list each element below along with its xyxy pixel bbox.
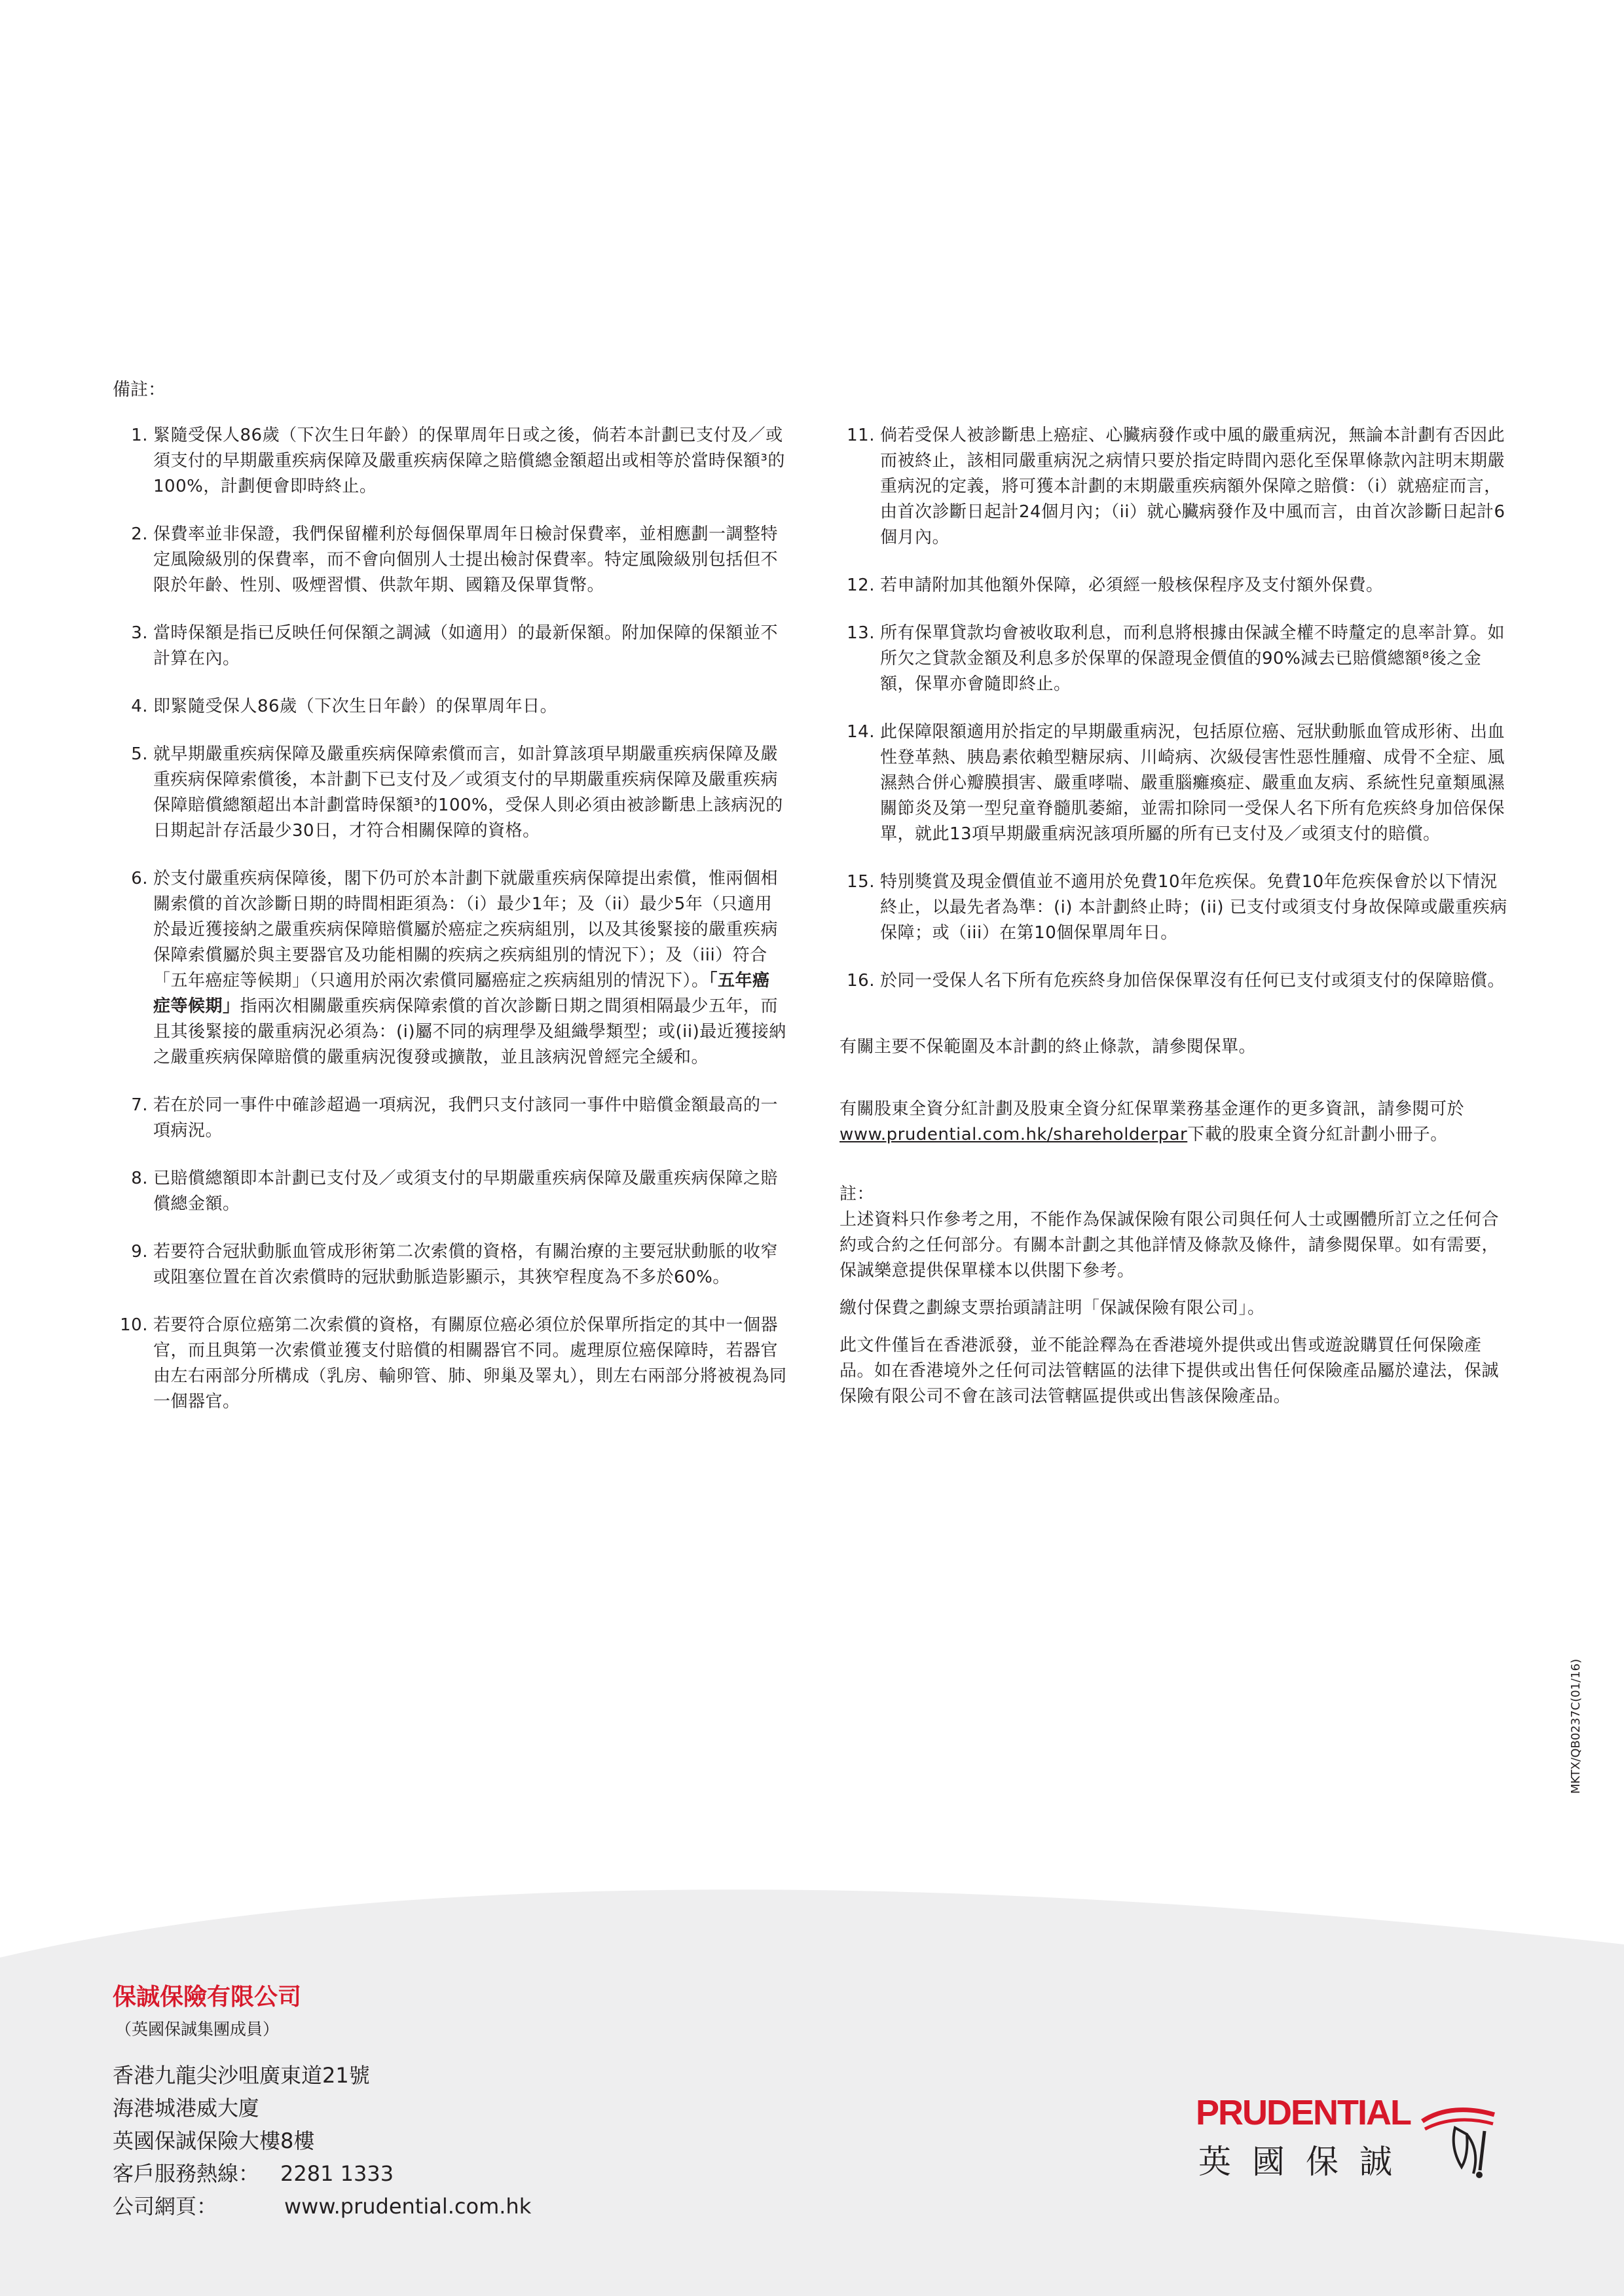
distribution-paragraph: 此文件僅旨在香港派發，並不能詮釋為在香港境外提供或出售或遊說購買任何保險產品。如在香港境外之任何司法管轄區的法律下提供或出售任何保險產品屬於違法，保誠保險有限公司不會在該司法管轄區提供或出售該保險產品。 bbox=[840, 1336, 1500, 1406]
notes-right-column bbox=[840, 423, 1514, 1432]
note-14 bbox=[840, 720, 1514, 847]
logo-chinese-name: 英國保誠 bbox=[1198, 2143, 1413, 2181]
hotline-value: 2281 1333 bbox=[280, 2161, 394, 2186]
note-number: 6. bbox=[131, 869, 148, 888]
footer-background bbox=[0, 1886, 1624, 2296]
note-10 bbox=[113, 1313, 787, 1415]
note-text: 當時保額是指已反映任何保額之調減（如適用）的最新保額。附加保障的保額並不計算在內。 bbox=[153, 623, 779, 668]
remark-label: 註： bbox=[840, 1184, 875, 1204]
note-number: 8. bbox=[131, 1169, 148, 1188]
note-7 bbox=[113, 1093, 787, 1144]
note-number: 14. bbox=[847, 722, 875, 742]
note-number: 5. bbox=[131, 744, 148, 764]
note-number: 10. bbox=[120, 1315, 148, 1335]
prudence-figure-icon bbox=[1416, 2088, 1507, 2180]
note-6 bbox=[113, 866, 787, 1070]
note-text: 即緊隨受保人86歲（下次生日年齡）的保單周年日。 bbox=[153, 697, 558, 716]
address-line-2: 海港城港威大廈 bbox=[113, 2096, 260, 2121]
note-text: 所有保單貸款均會被收取利息，而利息將根據由保誠全權不時釐定的息率計算。如所欠之貸款金額及利息多於保單的保證現金價值的90%減去已賠償總額⁸後之金額，保單亦會隨即終止。 bbox=[880, 623, 1505, 694]
note-number: 9. bbox=[131, 1242, 148, 1262]
prudential-logo bbox=[1196, 2092, 1510, 2184]
note-text-continued: 指兩次相關嚴重疾病保障索償的首次診斷日期之間須相隔最少五年，而且其後緊接的嚴重病況必須為：(i)屬不同的病理學及組織學類型；或(ii)最近獲接納之嚴重疾病保障賠償的嚴重病況復發或擴散，並且該病況曾經完全緩和。 bbox=[153, 996, 786, 1067]
note-text: 保費率並非保證，我們保留權利於每個保單周年日檢討保費率，並相應劃一調整特定風險級別的保費率，而不會向個別人士提出檢討保費率。特定風險級別包括但不限於年齡、性別、吸煙習慣、供款年期、國籍及保單貨幣。 bbox=[153, 524, 779, 595]
cheque-paragraph: 繳付保費之劃線支票抬頭請註明「保誠保險有限公司」。 bbox=[840, 1298, 1265, 1318]
notes-heading: 備註： bbox=[113, 380, 166, 400]
shareholder-text-end: 下載的股東全資分紅計劃小冊子。 bbox=[1187, 1125, 1448, 1144]
address-line-1: 香港九龍尖沙咀廣東道21號 bbox=[113, 2063, 370, 2088]
website-row bbox=[113, 2193, 531, 2219]
shareholder-text: 有關股東全資分紅計劃及股東全資分紅保單業務基金運作的更多資訊，請參閱可於 bbox=[840, 1099, 1465, 1119]
note-5 bbox=[113, 742, 787, 844]
note-text: 就早期嚴重疾病保障及嚴重疾病保障索償而言，如計算該項早期嚴重疾病保障及嚴重疾病保障索償後，本計劃下已支付及／或須支付的早期嚴重疾病保障及嚴重疾病保障賠償總額超出本計劃當時保額³的100%，受保人則必須由被診斷患上該病況的日期起計存活最少30日，才符合相關保障的資格。 bbox=[153, 744, 783, 841]
note-text: 於支付嚴重疾病保障後，閣下仍可於本計劃下就嚴重疾病保障提出索償，惟兩個相關索償的首次診斷日期的時間相距須為：（i）最少1年；及（ii）最少5年（只適用於最近獲接納之嚴重疾病保障賠償屬於癌症之疾病組別，以及其後緊接的嚴重疾病保障索償屬於與主要器官及功能相關的疾病之疾病組別的情況下）；及（iii）符合「五年癌症等候期」（只適用於兩次索償同屬癌症之疾病組別的情況下）。 bbox=[153, 869, 779, 991]
note-number: 13. bbox=[847, 623, 875, 643]
company-subtitle: （英國保誠集團成員） bbox=[115, 2020, 280, 2039]
website-label: 公司網頁： bbox=[113, 2194, 218, 2219]
remark-block bbox=[840, 1182, 1514, 1284]
note-text: 若在於同一事件中確診超過一項病況，我們只支付該同一事件中賠償金額最高的一項病況。 bbox=[153, 1095, 779, 1140]
document-code: MKTX/QB0237C(01/16) bbox=[1569, 1658, 1583, 1794]
website-link[interactable]: www.prudential.com.hk bbox=[284, 2194, 532, 2219]
logo-wordmark: PRUDENTIAL bbox=[1196, 2093, 1411, 2132]
company-name: 保誠保險有限公司 bbox=[113, 1984, 302, 2011]
note-3 bbox=[113, 621, 787, 672]
remark-text: 上述資料只作參考之用，不能作為保誠保險有限公司與任何人士或團體所訂立之任何合約或合約之任何部分。有關本計劃之其他詳情及條款及條件，請參閱保單。如有需要，保誠樂意提供保單樣本以供閣下參考。 bbox=[840, 1210, 1500, 1281]
note-12 bbox=[840, 573, 1514, 598]
hotline-row bbox=[113, 2160, 394, 2187]
note-9 bbox=[113, 1239, 787, 1290]
note-11 bbox=[840, 423, 1514, 551]
note-number: 1. bbox=[131, 426, 148, 445]
note-15 bbox=[840, 869, 1514, 946]
exclusions-paragraph: 有關主要不保範圍及本計劃的終止條款，請參閱保單。 bbox=[840, 1037, 1257, 1057]
note-16 bbox=[840, 968, 1514, 994]
hotline-label: 客戶服務熱線： bbox=[113, 2161, 260, 2186]
shareholder-paragraph bbox=[840, 1097, 1514, 1148]
shareholder-link[interactable]: www.prudential.com.hk/shareholderpar bbox=[840, 1125, 1188, 1144]
note-text: 倘若受保人被診斷患上癌症、心臟病發作或中風的嚴重病況，無論本計劃有否因此而被終止，該相同嚴重病況之病情只要於指定時間內惡化至保單條款內註明末期嚴重病況的定義，將可獲本計劃的末期嚴重疾病額外保障之賠償：（i）就癌症而言，由首次診斷日起計24個月內；（ii）就心臟病發作及中風而言，由首次診斷日起計6個月內。 bbox=[880, 426, 1505, 547]
note-text: 已賠償總額即本計劃已支付及／或須支付的早期嚴重疾病保障及嚴重疾病保障之賠償總金額。 bbox=[153, 1169, 779, 1214]
note-text: 特別獎賞及現金價值並不適用於免費10年危疾保。免費10年危疾保會於以下情況終止，以最先者為準：(i) 本計劃終止時；(ii) 已支付或須支付身故保障或嚴重疾病保障；或（iii）在第10個保單周年日。 bbox=[880, 872, 1507, 943]
note-text: 緊隨受保人86歲（下次生日年齡）的保單周年日或之後，倘若本計劃已支付及／或須支付的早期嚴重疾病保障及嚴重疾病保障之賠償總金額超出或相等於當時保額³的100%，計劃便會即時終止。 bbox=[153, 426, 785, 496]
note-2 bbox=[113, 522, 787, 598]
note-bold-term: 「五年癌症等候期」 bbox=[153, 971, 770, 1016]
note-4 bbox=[113, 694, 787, 720]
note-text: 若要符合原位癌第二次索償的資格，有關原位癌必須位於保單所指定的其中一個器官，而且與第一次索償並獲支付賠償的相關器官不同。處理原位癌保障時，若器官由左右兩部分所構成（乳房、輸卵管、肺、卵巢及睪丸），則左右兩部分將被視為同一個器官。 bbox=[153, 1315, 787, 1412]
note-number: 11. bbox=[847, 426, 875, 445]
note-8 bbox=[113, 1166, 787, 1217]
note-number: 7. bbox=[131, 1095, 148, 1115]
address-line-3: 英國保誠保險大樓8樓 bbox=[113, 2128, 315, 2153]
note-text: 於同一受保人名下所有危疾終身加倍保保單沒有任何已支付或須支付的保障賠償。 bbox=[880, 971, 1505, 991]
note-text: 若申請附加其他額外保障，必須經一般核保程序及支付額外保費。 bbox=[880, 575, 1384, 595]
note-number: 2. bbox=[131, 524, 148, 544]
note-1 bbox=[113, 423, 787, 500]
note-number: 4. bbox=[131, 697, 148, 716]
note-number: 15. bbox=[847, 872, 875, 892]
notes-left-column bbox=[113, 423, 787, 1437]
note-number: 12. bbox=[847, 575, 875, 595]
note-number: 3. bbox=[131, 623, 148, 643]
note-13 bbox=[840, 621, 1514, 697]
note-number: 16. bbox=[847, 971, 875, 991]
note-text: 若要符合冠狀動脈血管成形術第二次索償的資格，有關治療的主要冠狀動脈的收窄或阻塞位置在首次索償時的冠狀動脈造影顯示，其狹窄程度為不多於60%。 bbox=[153, 1242, 779, 1287]
note-text: 此保障限額適用於指定的早期嚴重病況，包括原位癌、冠狀動脈血管成形術、出血性登革熱、胰島素依賴型糖尿病、川崎病、次級侵害性惡性腫瘤、成骨不全症、風濕熱合併心瓣膜損害、嚴重哮喘、嚴重腦癱瘓症、嚴重血友病、系統性兒童類風濕關節炎及第一型兒童脊髓肌萎縮，並需扣除同一受保人名下所有危疾終身加倍保保單，就此13項早期嚴重病況該項所屬的所有已支付及／或須支付的賠償。 bbox=[880, 722, 1505, 844]
